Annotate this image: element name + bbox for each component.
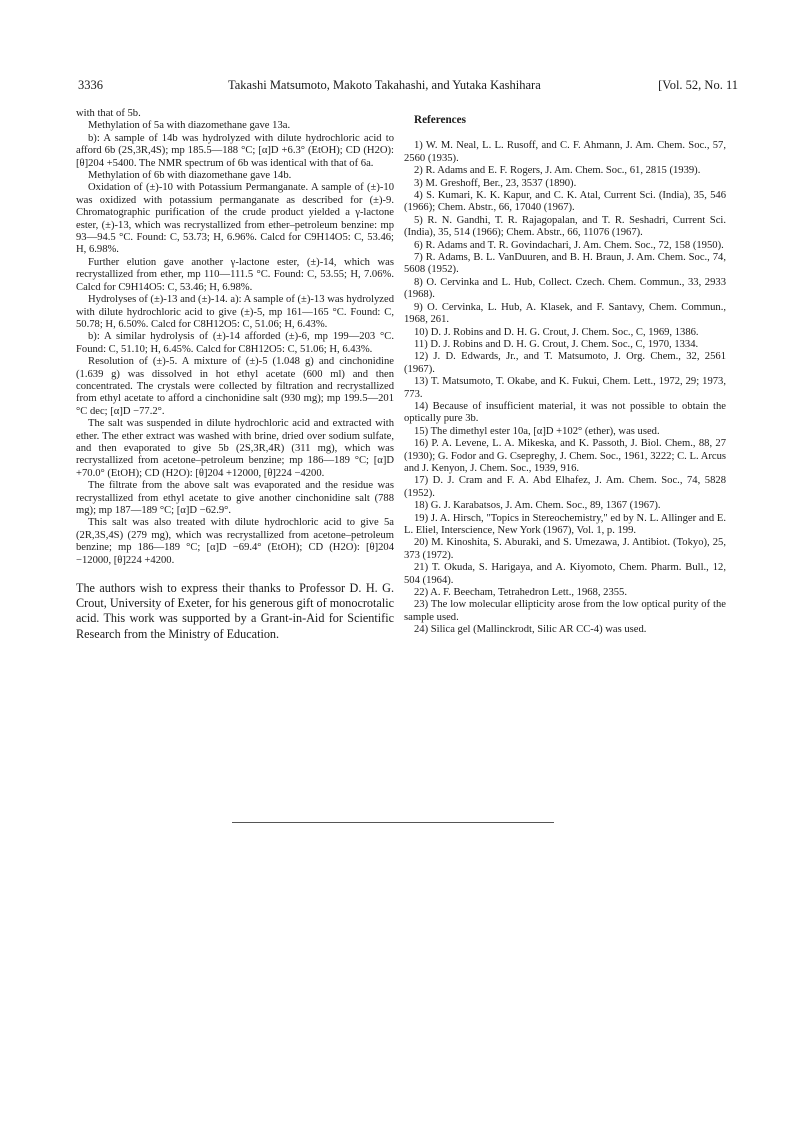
end-rule [232, 822, 554, 823]
reference-item: 16) P. A. Levene, L. A. Mikeska, and K. Passoth, J. Biol. Chem., 88, 27 (1930); G. Fodor and G. Csepreghy, J. Chem. Soc., 1961, 3222; C. L. Arcus and J. Kenyon, J. Chem. Soc., 1939, 916. [404, 438, 726, 474]
reference-item: 23) The low molecular ellipticity arose from the low optical purity of the sample used. [404, 599, 726, 623]
reference-item: 13) T. Matsumoto, T. Okabe, and K. Fukui, Chem. Lett., 1972, 29; 1973, 773. [404, 376, 726, 400]
right-column [404, 108, 726, 637]
reference-item: 2) R. Adams and E. F. Rogers, J. Am. Chem. Soc., 61, 2815 (1939). [414, 165, 701, 177]
left-column [76, 108, 394, 642]
acknowledgement: The authors wish to express their thanks to Professor D. H. G. Crout, University of Exeter, for his generous gift of monocrotalic acid. This work was supported by a Grant-in-Aid for Scientific Research from the Ministry of Education. [76, 581, 394, 641]
paragraph: Methylation of 5a with diazomethane gave 13a. [88, 120, 291, 132]
paragraph: The filtrate from the above salt was evaporated and the residue was recrystallized from ethyl acetate to give another cinchonidine salt (788 mg); mp 187—189 °C; [α]D −62.9°. [76, 480, 394, 516]
paragraph: b): A similar hydrolysis of (±)-14 afforded (±)-6, mp 199—203 °C. Found: C, 51.10; H, 6.45%. Calcd for C8H12O5: C, 51.06; H, 6.43%. [76, 331, 394, 355]
reference-item: 20) M. Kinoshita, S. Aburaki, and S. Umezawa, J. Antibiot. (Tokyo), 25, 373 (1972). [404, 537, 726, 561]
paragraph: This salt was also treated with dilute hydrochloric acid to give 5a (2R,3S,4S) (279 mg), which was recrystallized from acetone–petroleum benzine; mp 186—189 °C; [α]D −69.4° (EtOH); CD (H2O): [θ]204 −12000, [θ]224 +4200. [76, 517, 394, 566]
paragraph: Resolution of (±)-5. A mixture of (±)-5 (1.048 g) and cinchonidine (1.639 g) was dissolved in hot ethyl acetate (600 ml) and then concentrated. The crystals were collected by filtration and recrystallized from ethyl acetate to afford a cinchonidine salt (930 mg); mp 199.5—201 °C dec; [α]D −77.2°. [76, 356, 394, 417]
paragraph: Hydrolyses of (±)-13 and (±)-14. a): A sample of (±)-13 was hydrolyzed with dilute hydrochloric acid to give (±)-5, mp 161—165 °C. Found: C, 50.78; H, 6.50%. Calcd for C8H12O5: C, 51.06; H, 6.43%. [76, 294, 394, 330]
page-number: 3336 [78, 78, 103, 92]
reference-item: 10) D. J. Robins and D. H. G. Crout, J. Chem. Soc., C, 1969, 1386. [414, 326, 699, 338]
paragraph: with that of 5b. [76, 108, 141, 119]
reference-item: 14) Because of insufficient material, it was not possible to obtain the optically pure 3b. [404, 400, 726, 425]
reference-item: 7) R. Adams, B. L. VanDuuren, and B. H. Braun, J. Am. Chem. Soc., 74, 5608 (1952). [404, 252, 726, 276]
paragraph: Further elution gave another γ-lactone ester, (±)-14, which was recrystallized from ether, mp 110—111.5 °C. Found: C, 53.55; H, 7.06%. Calcd for C9H14O5: C, 53.46; H, 6.98%. [76, 256, 394, 293]
reference-item: 22) A. F. Beecham, Tetrahedron Lett., 1968, 2355. [414, 587, 627, 599]
reference-item: 1) W. M. Neal, L. L. Rusoff, and C. F. Ahmann, J. Am. Chem. Soc., 57, 2560 (1935). [404, 140, 726, 164]
reference-item: 3) M. Greshoff, Ber., 23, 3537 (1890). [414, 177, 577, 189]
paragraph: Oxidation of (±)-10 with Potassium Permanganate. A sample of (±)-10 was oxidized with potassium permanganate as described for (±)-9. Chromatographic purification of the crude product yielded a γ-lactone ester, (±)-13, which was recrystallized from ether–petroleum benzine: mp 93—94.5 °C. Found: C, 53.73; H, 6.96%. Calcd for C9H14O5: C, 53.46; H, 6.98%. [76, 182, 394, 256]
running-authors: Takashi Matsumoto, Makoto Takahashi, and Yutaka Kashihara [228, 78, 541, 92]
running-header [78, 78, 738, 96]
paragraph: The salt was suspended in dilute hydrochloric acid and extracted with ether. The ether extract was washed with brine, dried over sodium sulfate, and then evaporated to give 5b (2S,3R,4R) (311 mg), which was recrystallized from acetone–petroleum benzine; mp 186—189 °C; [α]D +70.0° (EtOH); CD (H2O): [θ]204 +12000, [θ]224 −4200. [76, 418, 394, 479]
reference-item: 24) Silica gel (Mallinckrodt, Silic AR CC-4) was used. [414, 624, 647, 636]
volume-issue: [Vol. 52, No. 11 [658, 78, 738, 92]
reference-item: 5) R. N. Gandhi, T. R. Rajagopalan, and T. R. Seshadri, Current Sci. (India), 35, 514 (1966); Chem. Abstr., 66, 11076 (1967). [404, 214, 726, 239]
reference-item: 15) The dimethyl ester 10a, [α]D +102° (ether), was used. [414, 425, 660, 437]
reference-item: 8) O. Cervinka and L. Hub, Collect. Czech. Chem. Commun., 33, 2933 (1968). [404, 276, 726, 301]
reference-item: 4) S. Kumari, K. K. Kapur, and C. K. Atal, Current Sci. (India), 35, 546 (1966); Chem. Abstr., 66, 17040 (1967). [404, 190, 726, 214]
references-heading: References [414, 114, 466, 126]
reference-item: 9) O. Cervinka, L. Hub, A. Klasek, and F. Santavy, Chem. Commun., 1968, 261. [404, 301, 726, 326]
reference-item: 21) T. Okuda, S. Harigaya, and A. Kiyomoto, Chem. Pharm. Bull., 12, 504 (1964). [404, 562, 726, 586]
paragraph: Methylation of 6b with diazomethane gave 14b. [88, 170, 292, 182]
reference-item: 18) G. J. Karabatsos, J. Am. Chem. Soc., 89, 1367 (1967). [414, 500, 661, 512]
reference-item: 11) D. J. Robins and D. H. G. Crout, J. Chem. Soc., C, 1970, 1334. [414, 338, 699, 350]
reference-item: 6) R. Adams and T. R. Govindachari, J. Am. Chem. Soc., 72, 158 (1950). [414, 239, 724, 251]
paragraph: b): A sample of 14b was hydrolyzed with dilute hydrochloric acid to afford 6b (2S,3R,4S); mp 185.5—188 °C; [α]D +6.3° (EtOH); CD (H2O): [θ]204 +5400. The NMR spectrum of 6b was identical with that of 6a. [76, 132, 394, 169]
reference-item: 17) D. J. Cram and F. A. Abd Elhafez, J. Am. Chem. Soc., 74, 5828 (1952). [404, 475, 726, 499]
reference-item: 19) J. A. Hirsch, "Topics in Stereochemistry," ed by N. L. Allinger and E. L. Eliel, Interscience, New York (1967), Vol. 1, p. 199. [404, 512, 726, 536]
reference-item: 12) J. D. Edwards, Jr., and T. Matsumoto, J. Org. Chem., 32, 2561 (1967). [404, 351, 726, 375]
